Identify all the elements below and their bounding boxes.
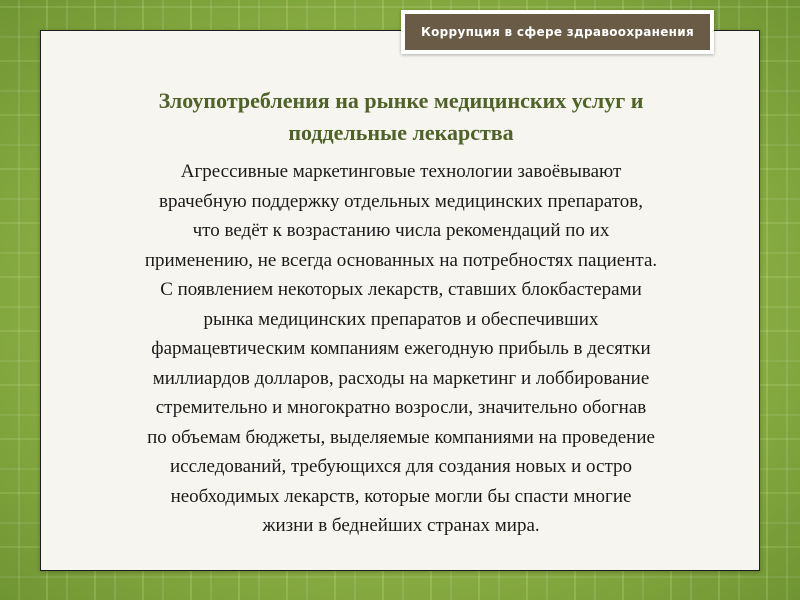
body-line: жизни в беднейших странах мира. [262,515,540,536]
body-line: исследований, требующихся для создания новых и остро [170,456,632,477]
body-line: врачебную поддержку отдельных медицинских препаратов, [159,190,643,212]
body-line: что ведёт к возрастанию числа рекомендаций по их [192,220,610,241]
slide-content-card [40,30,760,571]
slide-title-line: Злоупотребления на рынке медицинских услуг и [158,88,644,113]
body-line: Агрессивные маркетинговые технологии завоёвывают [180,161,622,182]
body-line: фармацевтическим компаниям ежегодную прибыль в десятки [151,338,651,359]
body-line: С появлением некоторых лекарств, ставших блокбастерами [160,279,642,300]
body-line: миллиардов долларов, расходы на маркетинг и лоббирование [152,367,650,389]
body-line: применению, не всегда основанных на потребностях пациента. [144,249,658,271]
body-line: по объемам бюджеты, выделяемые компаниями на проведение [147,426,655,448]
section-label-tab [401,10,714,54]
body-line: необходимых лекарств, которые могли бы спасти многие [170,485,632,507]
body-line: рынка медицинских препаратов и обеспечивших [203,308,599,330]
body-line: стремительно и многократно возросли, значительно обогнав [155,397,647,418]
slide-body-text [63,157,739,541]
section-label: Коррупция в сфере здравоохранения [405,14,710,50]
slide-title [41,85,761,149]
slide-title-line: поддельные лекарства [288,120,514,145]
